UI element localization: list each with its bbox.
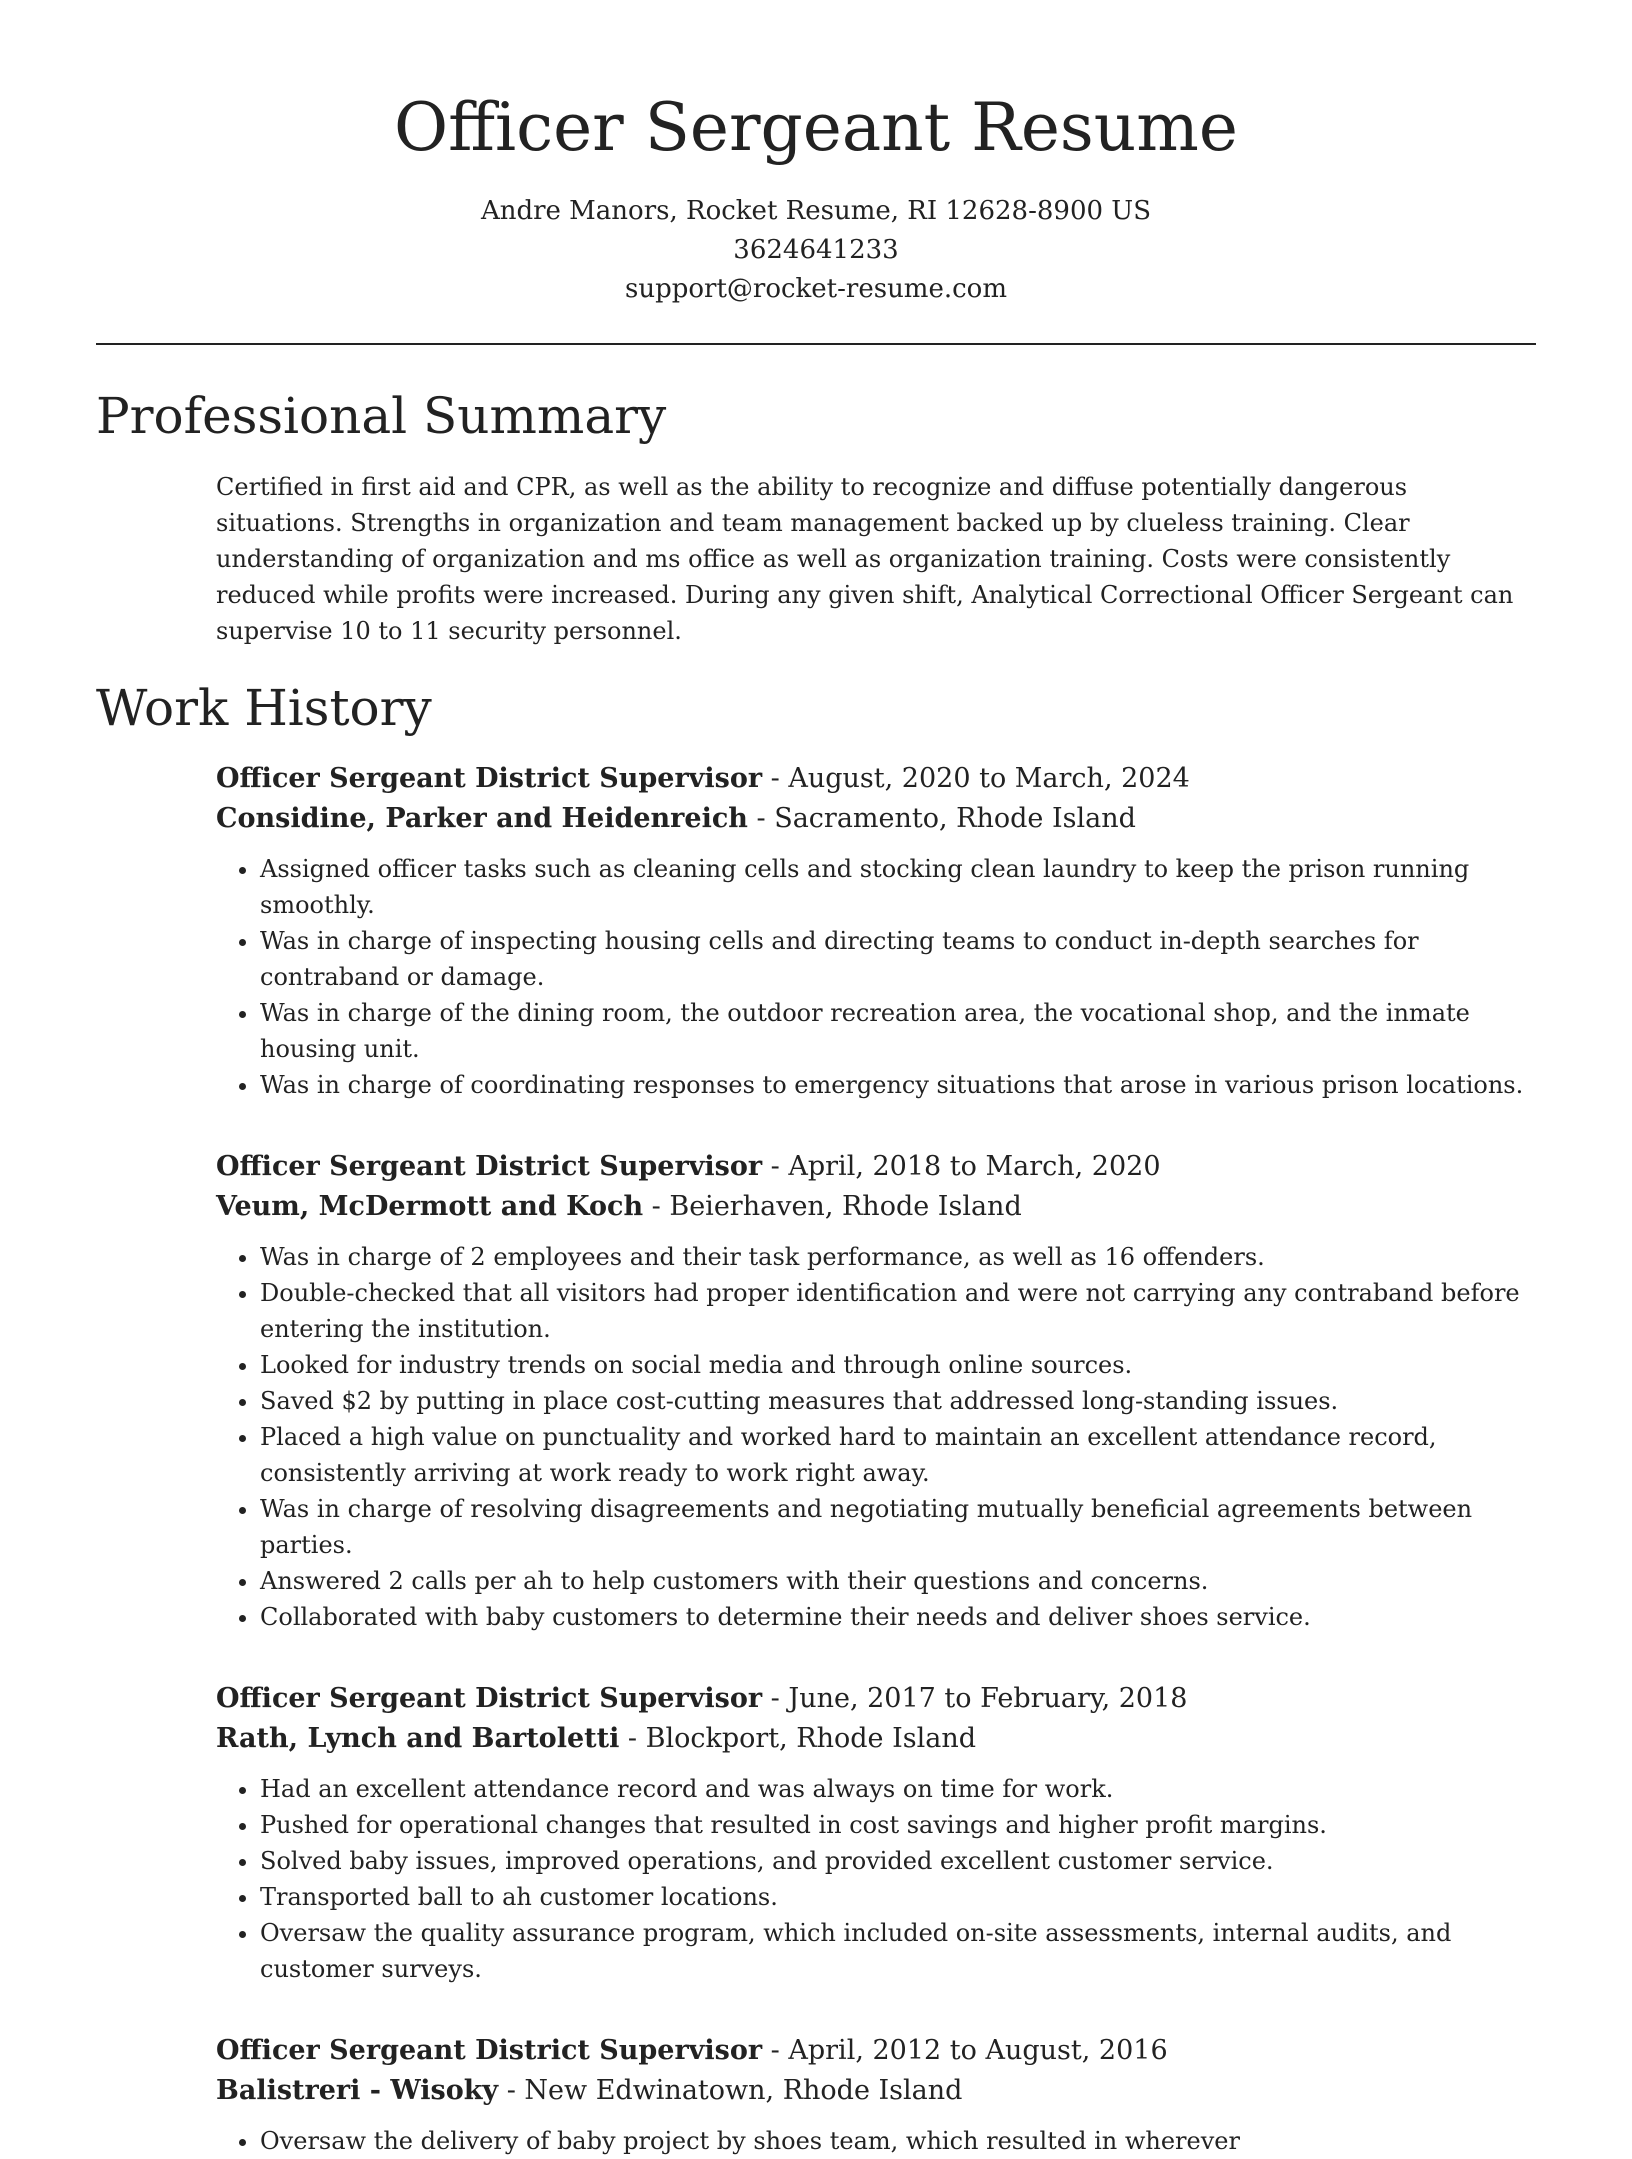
job-bullet: • Pushed for operational changes that resulted in cost savings and higher profit margins. [260,1807,1536,1843]
header-divider [96,343,1536,345]
job-bullet: • Transported ball to ah customer locations. [260,1879,1536,1915]
job-entry [216,759,1536,1103]
job-company-line [216,799,1536,839]
job-bullet: • Was in charge of the dining room, the outdoor recreation area, the vocational shop, and the inmate housing unit. [260,995,1536,1067]
job-bullet: • Had an excellent attendance record and was always on time for work. [260,1771,1536,1807]
summary-heading: Professional Summary [96,387,667,445]
job-bullet: • Placed a high value on punctuality and worked hard to maintain an excellent attendance record, consistently arriving at work ready to work right away. [260,1419,1536,1491]
job-location: - New Edwinatown, Rhode Island [498,2075,963,2106]
job-bullet: • Looked for industry trends on social media and through online sources. [260,1347,1536,1383]
resume-title: Officer Sergeant Resume [394,89,1238,166]
job-role-line [216,1679,1536,1719]
job-company-line [216,1187,1536,1227]
job-role: Officer Sergeant District Supervisor [216,2035,763,2066]
job-dates: - April, 2018 to March, 2020 [762,1151,1161,1182]
job-bullet: • Double-checked that all visitors had proper identification and were not carrying any contraband before entering the institution. [260,1275,1536,1347]
job-bullet: • Assigned officer tasks such as cleaning cells and stocking clean laundry to keep the prison running smoothly. [260,851,1536,923]
job-location: - Beierhaven, Rhode Island [643,1191,1022,1222]
job-location: - Sacramento, Rhode Island [747,803,1136,834]
contact-phone: 3624641233 [733,235,899,265]
job-bullet: • Was in charge of 2 employees and their task performance, as well as 16 offenders. [260,1239,1536,1275]
work-history-heading: Work History [96,679,432,737]
resume-header [0,0,1632,309]
job-bullet: • Answered 2 calls per ah to help customers with their questions and concerns. [260,1563,1536,1599]
job-company: Balistreri - Wisoky [216,2075,499,2106]
job-role: Officer Sergeant District Supervisor [216,1151,763,1182]
summary-text: Certified in first aid and CPR, as well as the ability to recognize and diffuse potentially dangerous situations. Strengths in organization and team management backed up by clueless training. Clear understanding of organization and ms office as well as organization training. Costs were consistently reduced while profits were increased. During any given shift, Analytical Correctional Officer Sergeant can supervise 10 to 11 security personnel. [216,473,1514,645]
job-bullet: • Was in charge of inspecting housing cells and directing teams to conduct in-depth searches for contraband or damage. [260,923,1536,995]
job-role-line [216,2031,1536,2071]
job-entry [216,1147,1536,1635]
job-company-line [216,2071,1536,2111]
job-entry [216,2031,1536,2159]
contact-info [0,192,1632,309]
job-location: - Blockport, Rhode Island [619,1723,977,1754]
job-role: Officer Sergeant District Supervisor [216,1683,763,1714]
job-bullet: • Oversaw the delivery of baby project by shoes team, which resulted in wherever [260,2123,1536,2159]
job-role-line [216,1147,1536,1187]
job-entry [216,1679,1536,1987]
job-bullet: • Was in charge of coordinating responses to emergency situations that arose in various prison locations. [260,1067,1536,1103]
job-company: Veum, McDermott and Koch [216,1191,644,1222]
job-bullet: • Oversaw the quality assurance program, which included on-site assessments, internal audits, and customer surveys. [260,1915,1536,1987]
job-bullet: • Was in charge of resolving disagreements and negotiating mutually beneficial agreements between parties. [260,1491,1536,1563]
job-bullet: • Collaborated with baby customers to determine their needs and deliver shoes service. [260,1599,1536,1635]
job-dates: - April, 2012 to August, 2016 [762,2035,1168,2066]
job-dates: - June, 2017 to February, 2018 [762,1683,1188,1714]
job-bullets [216,1771,1536,1987]
job-role-line [216,759,1536,799]
job-bullet: • Solved baby issues, improved operations, and provided excellent customer service. [260,1843,1536,1879]
job-company: Rath, Lynch and Bartoletti [216,1723,620,1754]
contact-email: support@rocket-resume.com [624,274,1007,304]
job-bullets [216,1239,1536,1635]
job-dates: - August, 2020 to March, 2024 [762,763,1190,794]
job-bullets [216,851,1536,1103]
contact-address: Andre Manors, Rocket Resume, RI 12628-8900 US [480,196,1152,226]
job-bullet: • Saved $2 by putting in place cost-cutting measures that addressed long-standing issues. [260,1383,1536,1419]
job-bullets [216,2123,1536,2159]
job-role: Officer Sergeant District Supervisor [216,763,763,794]
job-company-line [216,1719,1536,1759]
job-company: Considine, Parker and Heidenreich [216,803,748,834]
